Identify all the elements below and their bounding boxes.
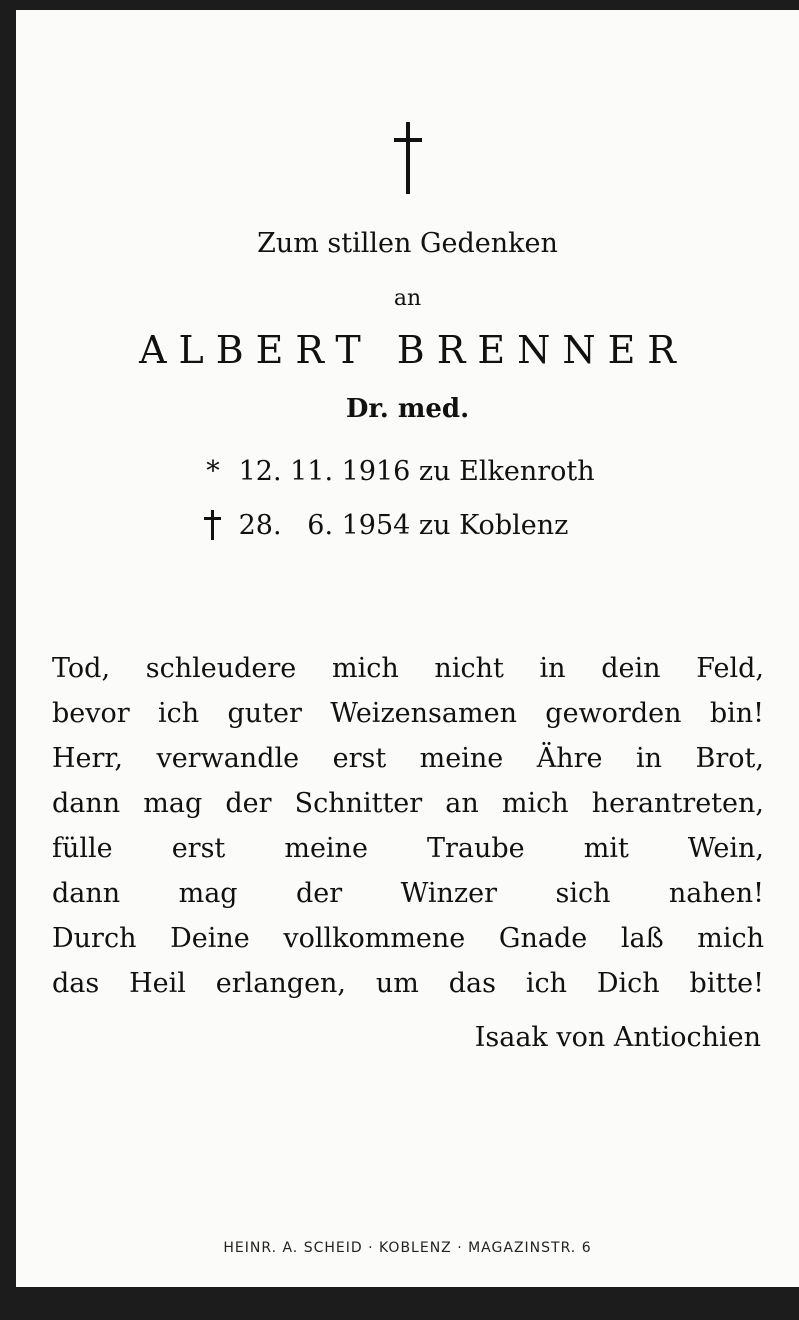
printer-imprint: HEINR. A. SCHEID · KOBLENZ · MAGAZINSTR. 6	[223, 1240, 592, 1256]
poem-line: Herr, verwandle erst meine Ähre in Brot,	[52, 743, 764, 774]
birth-date: 12. 11. 1916 zu Elkenroth	[238, 456, 595, 487]
poem	[52, 646, 764, 1006]
birth-line	[196, 456, 595, 487]
dedication-an: an	[393, 286, 422, 311]
poem-line: fülle erst meine Traube mit Wein,	[52, 833, 764, 864]
poem-line: das Heil erlangen, um das ich Dich bitte!	[52, 968, 764, 999]
birth-symbol: *	[206, 456, 220, 487]
deceased-name: ALBERT BRENNER	[139, 328, 688, 372]
death-line	[196, 510, 568, 541]
academic-title: Dr. med.	[345, 394, 470, 424]
cross-icon	[394, 122, 422, 194]
poem-line: dann mag der Winzer sich nahen!	[52, 878, 764, 909]
poem-line: bevor ich guter Weizensamen geworden bin!	[52, 698, 764, 729]
poem-line: Durch Deine vollkommene Gnade laß mich	[52, 923, 764, 954]
death-date: 28. 6. 1954 zu Koblenz	[238, 510, 569, 541]
poem-line: dann mag der Schnitter an mich herantreten,	[52, 788, 764, 819]
memorial-card	[16, 10, 799, 1287]
poem-line: Tod, schleudere mich nicht in dein Feld,	[52, 653, 764, 684]
cross-icon	[201, 510, 225, 540]
dedication-line: Zum stillen Gedenken	[257, 228, 558, 259]
poem-author: Isaak von Antiochien	[474, 1022, 761, 1053]
